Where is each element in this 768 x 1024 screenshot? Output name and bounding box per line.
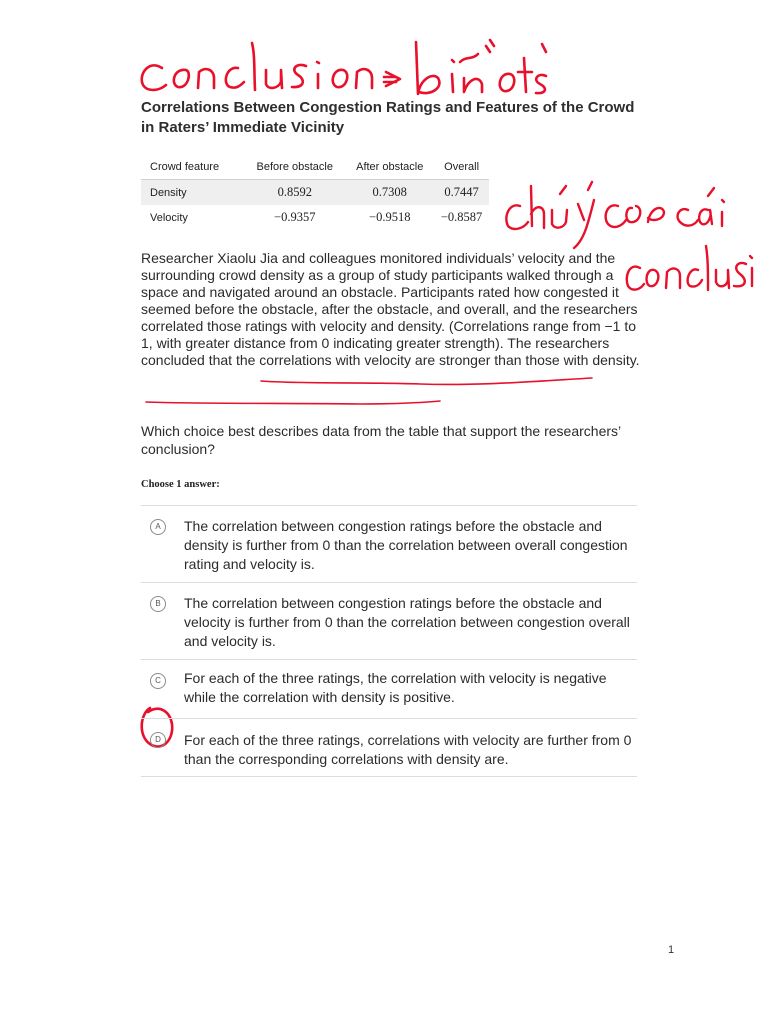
table-title: Correlations Between Congestion Ratings and Features of the Crowd in Raters’ Immediate Vicinity bbox=[141, 99, 635, 136]
col-header-after: After obstacle bbox=[345, 155, 434, 180]
passage bbox=[141, 250, 641, 369]
choice-b-text: The correlation between congestion ratings before the obstacle and velocity is further from 0 than the correlation between congestion overall and velocity is. bbox=[184, 595, 630, 649]
passage-text: Researcher Xiaolu Jia and colleagues monitored individuals’ velocity and the surrounding crowd density as a group of study participants walked through a space and navigated around an obstacle. Participants rated how congested it seemed before the obstacle, after the obstacle, and overall, and the researchers correlated those ratings with velocity and density. (Correlations range from −1 to 1, with greater distance from 0 indicating greater strength). bbox=[141, 250, 638, 351]
passage-conclusion: The researchers concluded that the correlations with velocity are stronger than those with density. bbox=[141, 335, 640, 368]
choice-a-letter-icon: A bbox=[150, 519, 166, 535]
cell-after: 0.7308 bbox=[345, 180, 434, 206]
choice-c-letter-icon: C bbox=[150, 673, 166, 689]
row-feature: Density bbox=[141, 180, 244, 206]
table-row bbox=[141, 205, 489, 230]
col-header-feature: Crowd feature bbox=[141, 155, 244, 180]
choice-b-letter-icon: B bbox=[150, 596, 166, 612]
choice-c-text: For each of the three ratings, the correlation with velocity is negative while the correlation with density is positive. bbox=[184, 670, 607, 705]
handwriting-right-1 bbox=[506, 182, 724, 248]
handwriting-right-2 bbox=[627, 246, 752, 290]
choose-label: Choose 1 answer: bbox=[141, 479, 220, 490]
cell-overall: 0.7447 bbox=[434, 180, 489, 206]
choice-a[interactable] bbox=[141, 506, 637, 583]
page-number: 1 bbox=[668, 944, 675, 956]
choice-b[interactable] bbox=[141, 583, 637, 660]
choice-c[interactable] bbox=[141, 660, 637, 719]
choice-d-text: For each of the three ratings, correlations with velocity are further from 0 than the corresponding correlations with density are. bbox=[184, 732, 632, 767]
cell-after: −0.9518 bbox=[369, 210, 411, 224]
correlation-table bbox=[141, 155, 489, 230]
answer-choices bbox=[141, 505, 637, 777]
table-header-row bbox=[141, 155, 489, 180]
handwriting-top bbox=[142, 40, 546, 94]
question-prompt: Which choice best describes data from the table that support the researchers’ conclusion? bbox=[141, 423, 621, 457]
cell-before: 0.8592 bbox=[244, 180, 345, 206]
choice-a-text: The correlation between congestion ratings before the obstacle and density is further from 0 than the correlation between overall congestion rating and velocity is. bbox=[184, 518, 628, 572]
col-header-before: Before obstacle bbox=[244, 155, 345, 180]
cell-overall: −0.8587 bbox=[440, 210, 483, 224]
choice-d-letter-icon: D bbox=[150, 732, 166, 748]
col-header-overall: Overall bbox=[434, 155, 489, 180]
table-row bbox=[141, 180, 489, 206]
row-feature: Velocity bbox=[150, 211, 188, 224]
cell-before: −0.9357 bbox=[274, 210, 316, 224]
choice-d[interactable] bbox=[141, 719, 637, 777]
underline-ink bbox=[146, 378, 592, 404]
